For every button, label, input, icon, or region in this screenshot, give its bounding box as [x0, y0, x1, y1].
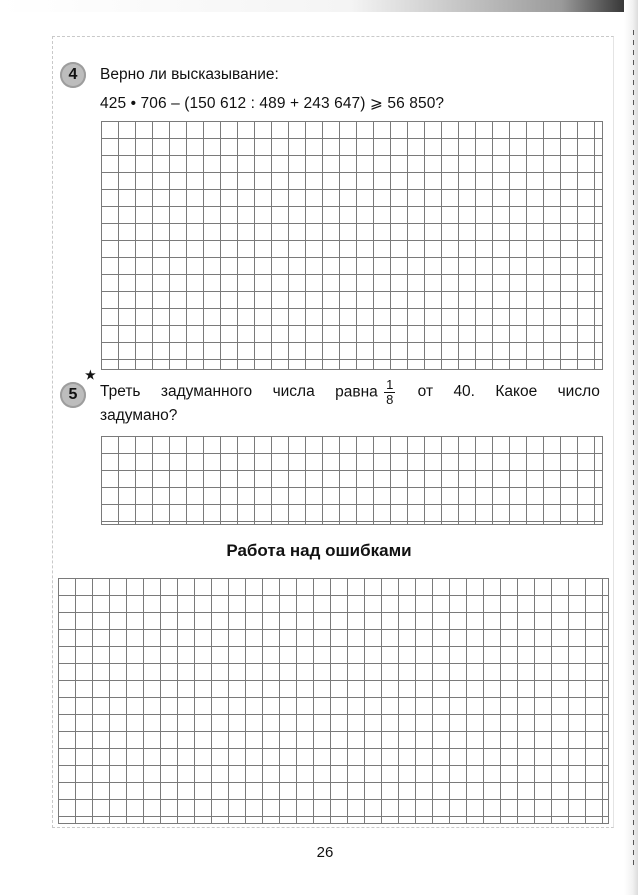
fraction-denominator: 8: [386, 391, 394, 407]
task-5-word: Треть: [100, 383, 141, 400]
task-4-expression: 425 • 706 – (150 612 : 489 + 243 647) ⩾ 56 850?: [100, 95, 445, 112]
task-5-word: число: [557, 383, 600, 400]
fraction-numerator: 1: [386, 376, 394, 392]
task-4-number-badge: 4: [60, 62, 86, 88]
task-5-answer-grid[interactable]: [101, 436, 603, 525]
fraction: [384, 376, 395, 407]
task-5-question-line1: [100, 376, 600, 407]
task-5-word: равна: [335, 383, 378, 401]
task-5-question-line2: задумано?: [100, 407, 178, 424]
error-work-grid[interactable]: [58, 578, 609, 824]
star-icon: ★: [85, 368, 96, 382]
task-4-question: Верно ли высказывание:: [100, 66, 279, 83]
scan-right-edge: [624, 0, 638, 895]
task-5-word-with-fraction: [335, 376, 397, 407]
task-4-answer-grid[interactable]: [101, 121, 603, 370]
page-number: 26: [316, 844, 334, 861]
task-5-word: Какое: [495, 383, 538, 400]
section-heading: Работа над ошибками: [226, 541, 412, 560]
task-5-word: задуманного: [160, 383, 253, 400]
scan-top-edge: [0, 0, 638, 12]
task-5-word: числа: [272, 383, 315, 400]
task-5-word: от: [417, 383, 434, 400]
task-5-number-badge: 5: [60, 382, 86, 408]
task-5-word: 40.: [453, 383, 475, 400]
